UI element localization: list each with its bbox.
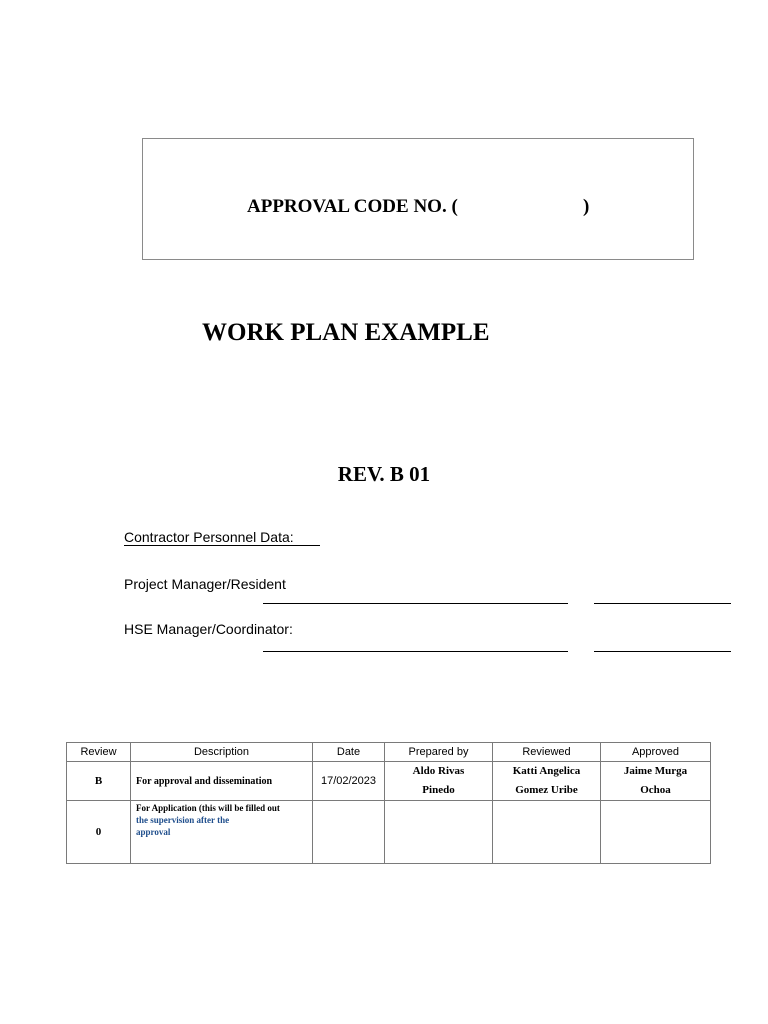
review-cell: 0 [67, 801, 131, 864]
project-manager-name-line [263, 603, 568, 604]
review-cell: B [67, 762, 131, 801]
approved-cell [601, 762, 711, 801]
description-line-2: the supervision after the approval [136, 815, 230, 837]
column-header-prepared-by: Prepared by [385, 743, 493, 762]
hse-manager-name-line [263, 651, 568, 652]
approved-line-2: Ochoa [640, 784, 671, 796]
project-manager-signature-line [594, 603, 731, 604]
contractor-personnel-label: Contractor Personnel Data: [124, 529, 320, 546]
column-header-review: Review [67, 743, 131, 762]
reviewed-cell [493, 762, 601, 801]
prepared-by-cell [385, 762, 493, 801]
column-header-reviewed: Reviewed [493, 743, 601, 762]
table-header-row [67, 743, 711, 762]
reviewed-line-2: Gomez Uribe [515, 784, 578, 796]
approved-cell [601, 801, 711, 864]
approval-code-close: ) [583, 196, 590, 217]
description-line-1: For Application (this will be filled out [136, 803, 280, 813]
reviewed-line-1: Katti Angelica [512, 765, 581, 777]
prepared-by-cell [385, 801, 493, 864]
description-cell [131, 801, 313, 864]
date-cell: 17/02/2023 [313, 762, 385, 801]
date-cell [313, 801, 385, 864]
reviewed-cell [493, 801, 601, 864]
document-title: WORK PLAN EXAMPLE [202, 319, 490, 346]
project-manager-label: Project Manager/Resident [124, 576, 286, 592]
revision-label: REV. B 01 [337, 462, 431, 486]
revision-table [66, 742, 711, 864]
column-header-description: Description [131, 743, 313, 762]
description-cell: For approval and dissemination [131, 762, 313, 801]
approval-code-label: APPROVAL CODE NO. ( [247, 196, 458, 217]
hse-manager-label: HSE Manager/Coordinator: [124, 621, 293, 637]
hse-manager-signature-line [594, 651, 731, 652]
approved-line-1: Jaime Murga [623, 765, 688, 777]
column-header-date: Date [313, 743, 385, 762]
prepared-by-line-1: Aldo Rivas [412, 765, 465, 777]
table-row [67, 801, 711, 864]
prepared-by-line-2: Pinedo [422, 784, 455, 796]
table-row [67, 762, 711, 801]
column-header-approved: Approved [601, 743, 711, 762]
